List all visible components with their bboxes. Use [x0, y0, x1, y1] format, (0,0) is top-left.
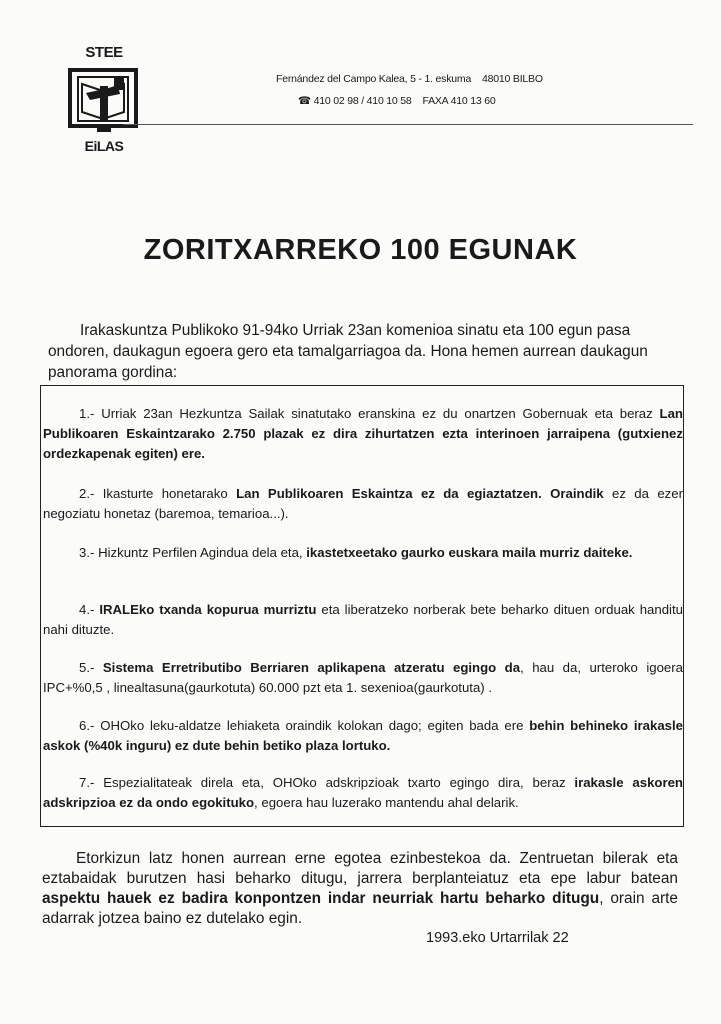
issue-item-3-text: 3.- Hizkuntz Perfilen Agindua dela eta, ikastetxeetako gaurko euskara maila murriz daiteke. [79, 545, 633, 560]
closing-paragraph [42, 849, 678, 929]
issue-item-5 [43, 658, 683, 698]
issue-item-4-text: 4.- IRALEko txanda kopurua murriztu eta liberatzeko norberak bete beharko dituen orduak handitu nahi dituzte. [43, 602, 683, 637]
issue-item-2 [43, 484, 683, 524]
document-title: ZORITXARREKO 100 EGUNAK [143, 234, 578, 266]
phone-fax-line: ☎ 410 02 98 / 410 10 58 FAXA 410 13 60 [298, 95, 496, 107]
address-line: Fernández del Campo Kalea, 5 - 1. eskuma 48010 BILBO [276, 73, 543, 85]
closing-text: Etorkizun latz honen aurrean erne egotea ezinbestekoa da. Zentruetan bilerak eta eztabaidak burutzen hasi beharko ditugu, jarrera berplanteiatuz eta epe labur batean aspektu hauek ez badira konpontzen indar neurriak hartu beharko ditugu, orain arte adarrak jotzea baino ez dutelako egin. [42, 850, 678, 927]
issue-item-3 [43, 543, 683, 563]
issue-item-7-text: 7.- Espezialitateak direla eta, OHOko adskripzioak txarto egingo dira, beraz irakasle askoren adskripzioa ez da ondo egokituko, egoera hau luzerako mantendu ahal delarik. [43, 775, 683, 810]
intro-paragraph [48, 320, 688, 383]
issue-item-1 [43, 404, 683, 464]
issue-item-6-text: 6.- OHOko leku-aldatze lehiaketa oraindik kolokan dago; egiten bada ere behin behineko irakasle askok (%40k inguru) ez dute behin betiko plaza lortuko. [43, 718, 683, 753]
issue-item-1-text: 1.- Urriak 23an Hezkuntza Sailak sinatutako eranskina ez du onartzen Gobernuak eta beraz Lan Publikoaren Eskaintzarako 2.750 plazak ez dira zihurtatzen ezta interinoen jarraipena (gutxienez ordezkapenak egiten) ere. [43, 406, 683, 461]
issue-item-6 [43, 716, 683, 756]
document-date: 1993.eko Urtarrilak 22 [426, 930, 569, 946]
issue-item-2-text: 2.- Ikasturte honetarako Lan Publikoaren Eskaintza ez da egiaztatzen. Oraindik ez da ezer negoziatu honetaz (baremoa, temarioa...). [43, 486, 684, 521]
issue-item-5-text: 5.- Sistema Erretributibo Berriaren aplikapena atzeratu egingo da, hau da, urteroko igoera IPC+%0,5 , linealtasuna(gaurkotuta) 60.000 pzt eta 1. sexenioa(gaurkotuta) . [43, 660, 683, 695]
logo-text-bottom: EiLAS [84, 138, 124, 154]
org-logo [62, 44, 154, 154]
header-rule [123, 124, 693, 125]
issue-item-4 [43, 600, 683, 640]
logo-text-top: STEE [85, 44, 123, 61]
intro-text: Irakaskuntza Publikoko 91-94ko Urriak 23an komenioa sinatu eta 100 egun pasa ondoren, daukagun egoera gero eta tamalgarriagoa da. Hona hemen aurrean daukagun panorama gordina: [48, 322, 648, 381]
issue-item-7 [43, 773, 683, 813]
letterhead-contact [276, 68, 543, 112]
